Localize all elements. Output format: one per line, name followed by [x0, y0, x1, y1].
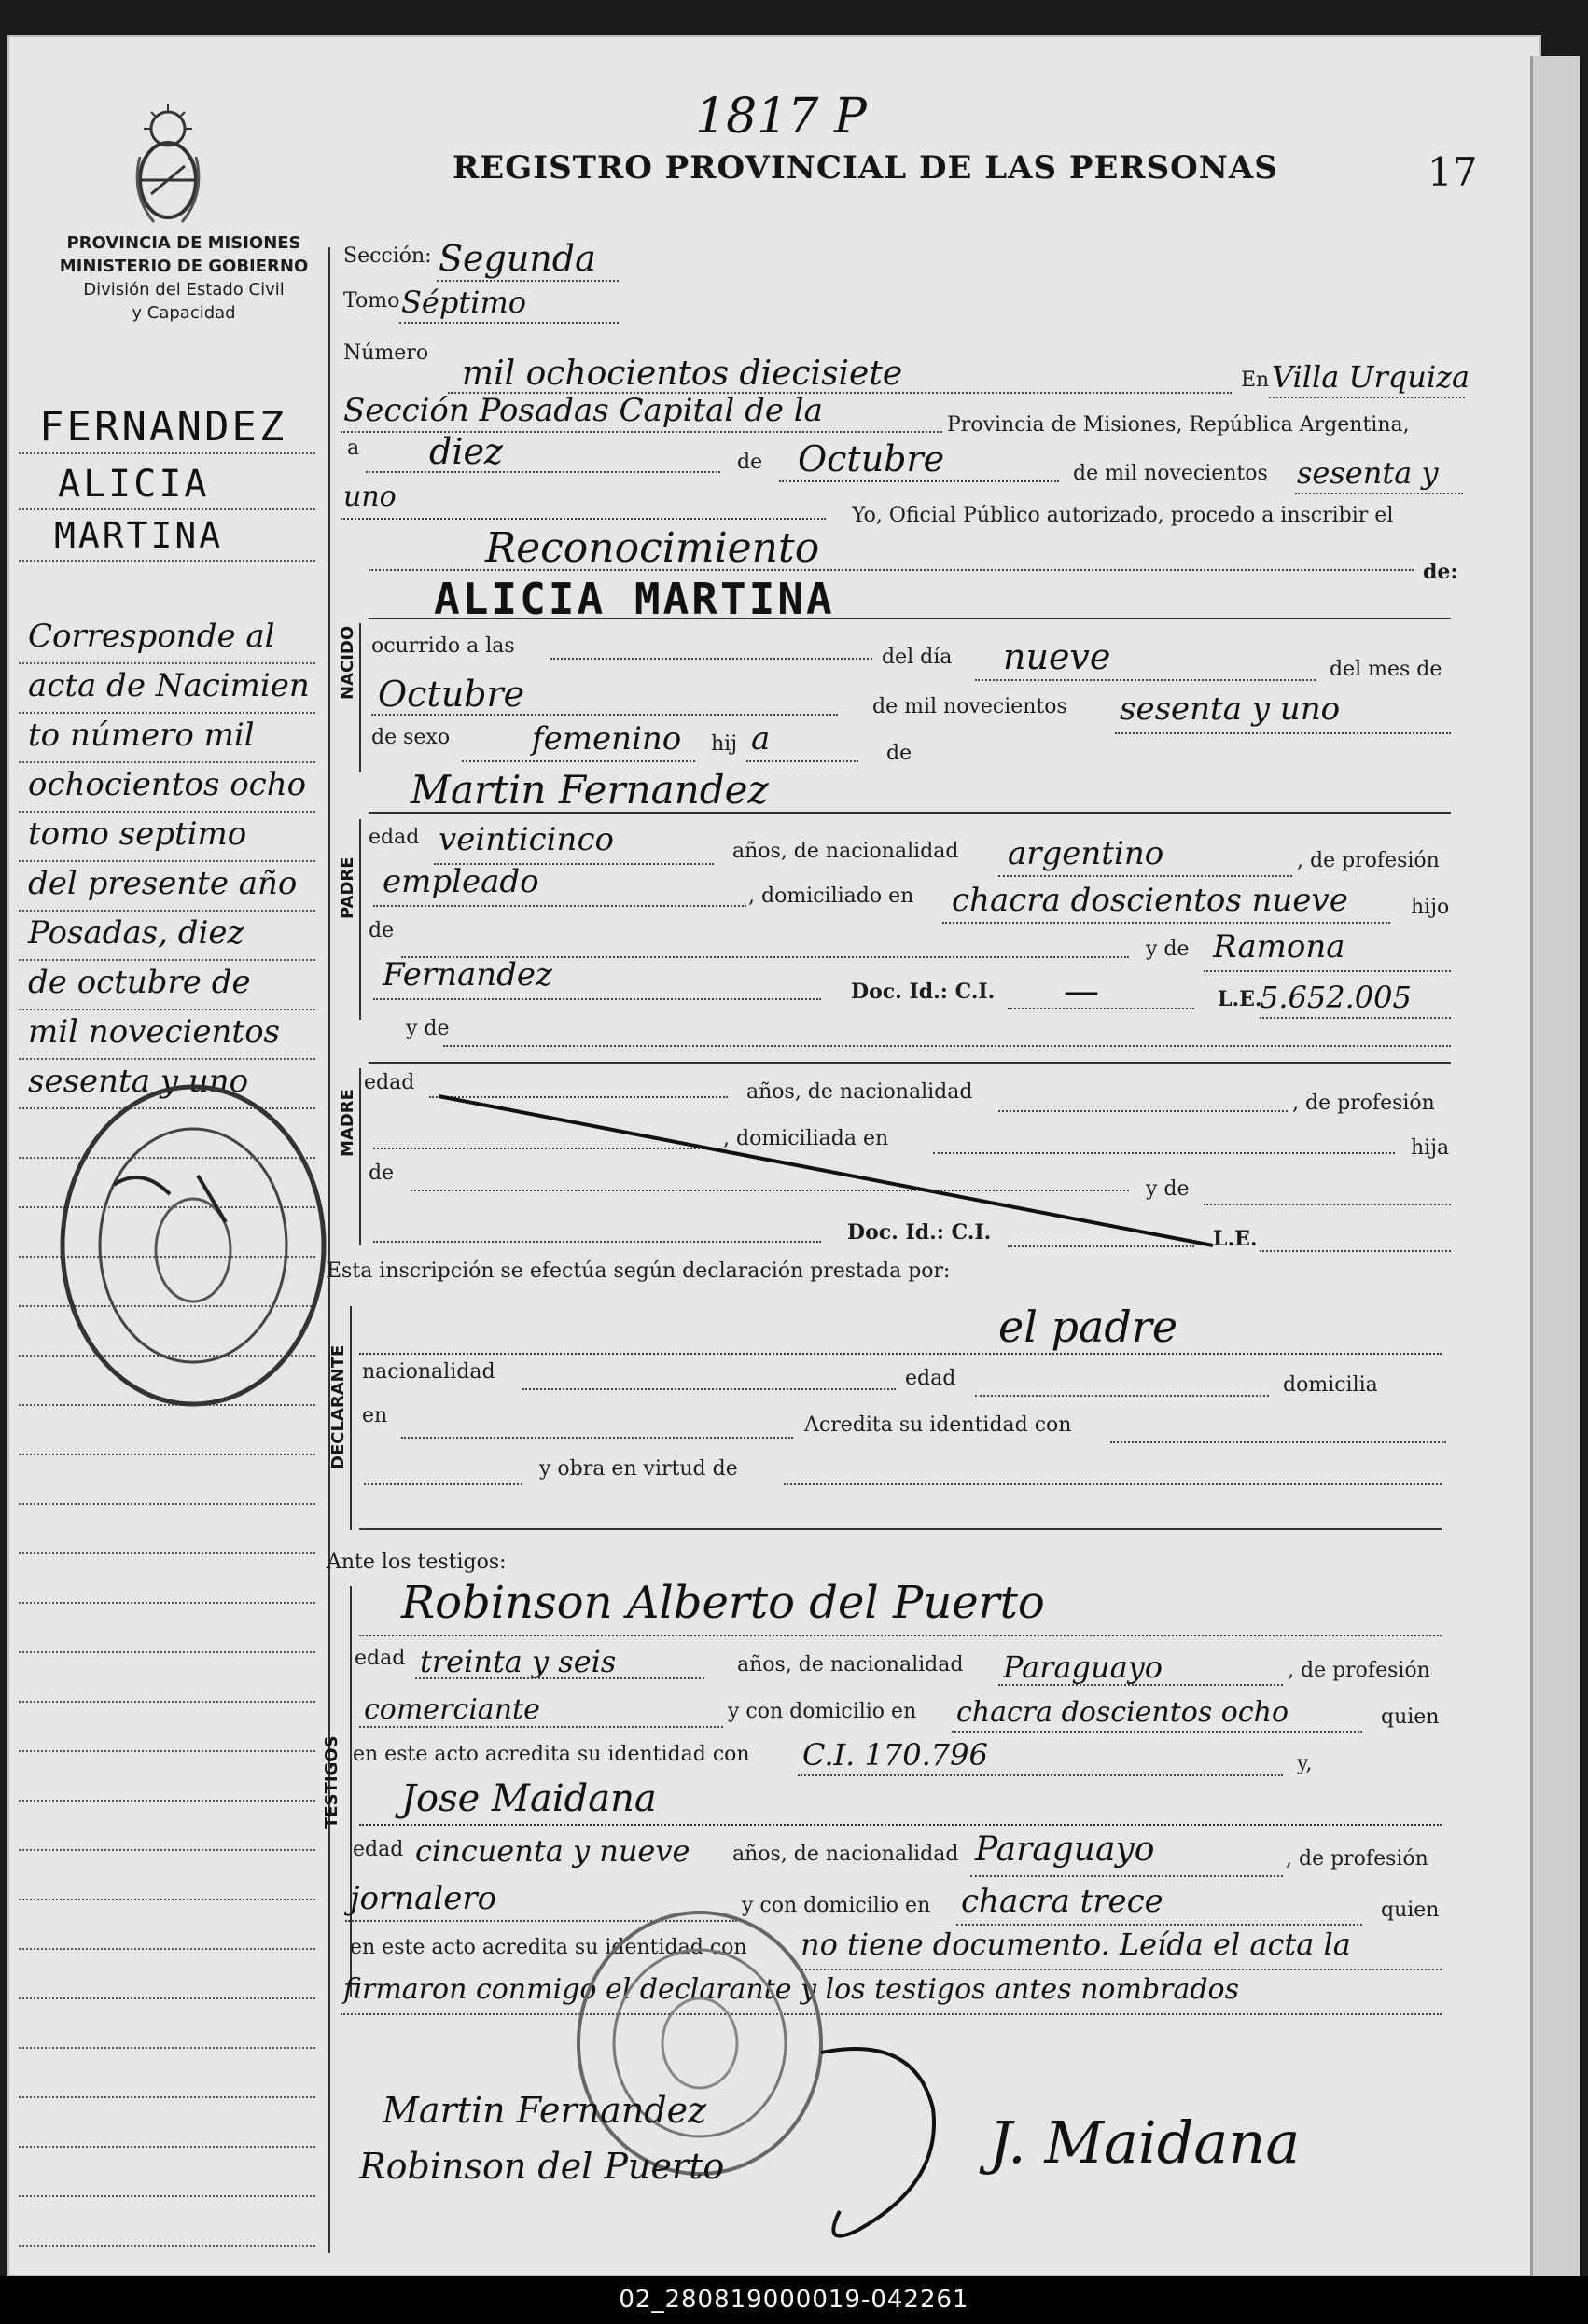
- padre-le-label: L.E.: [1218, 987, 1262, 1011]
- padre-domicilio-value: chacra doscientos nueve: [952, 882, 1348, 919]
- tomo-value: Séptimo: [401, 285, 527, 320]
- madre-anos-label: años, de nacionalidad: [746, 1080, 973, 1104]
- w1-edad-value: treinta y seis: [420, 1644, 617, 1679]
- margin-rule-line: [19, 662, 315, 664]
- margin-rule-line: [19, 712, 315, 714]
- padre-label: PADRE: [338, 856, 357, 919]
- padre-edad-value: veinticinco: [439, 821, 614, 858]
- signature-declarante: Martin Fernandez: [383, 2090, 707, 2131]
- margin-rule-line: [19, 1552, 315, 1554]
- w2-edad-label: edad: [353, 1838, 404, 1861]
- w2-domicilio-label: y con domicilio en: [742, 1894, 931, 1917]
- padre-doc-label: Doc. Id.: C.I.: [851, 980, 996, 1004]
- archive-number: 1817 P: [695, 89, 867, 145]
- numero-label: Número: [343, 341, 429, 365]
- padre-profesion-label: , de profesión: [1297, 849, 1440, 872]
- margin-note-line: de octubre de: [28, 964, 251, 1001]
- witness2-name: Jose Maidana: [401, 1777, 657, 1820]
- page-edge: [1530, 56, 1580, 2276]
- testigos-intro: Ante los testigos:: [327, 1551, 507, 1574]
- father-name: Martin Fernandez: [411, 767, 769, 813]
- en-label: En: [1241, 369, 1270, 392]
- w1-anos-label: años, de nacionalidad: [737, 1653, 964, 1677]
- margin-note: [28, 618, 327, 1112]
- seccion-value: Segunda: [439, 238, 596, 279]
- margin-note-line: mil novecientos: [28, 1013, 281, 1051]
- padre-le-value: 5.652.005: [1260, 980, 1412, 1015]
- year-value: sesenta y: [1297, 455, 1439, 491]
- sexo-label: de sexo: [371, 726, 451, 749]
- margin-rule-line: [19, 2146, 315, 2148]
- year-text: de mil novecientos: [1073, 462, 1268, 485]
- w1-doc-value: C.I. 170.796: [802, 1737, 988, 1773]
- w1-profesion-label: , de profesión: [1288, 1659, 1430, 1682]
- margin-rule-line: [19, 2096, 315, 2098]
- margin-rule-line: [19, 1058, 315, 1060]
- margin-rule-line: [19, 1701, 315, 1703]
- margin-rule-line: [19, 1997, 315, 1999]
- margin-note-line: acta de Nacimien: [28, 667, 310, 704]
- madre-y-de-label: y de: [1146, 1177, 1190, 1201]
- margin-rule-line: [19, 1602, 315, 1604]
- margin-rule-line: [19, 959, 315, 961]
- w1-edad-label: edad: [355, 1647, 406, 1670]
- madre-de-label: de: [369, 1162, 395, 1185]
- witness1-name: Robinson Alberto del Puerto: [401, 1577, 1045, 1629]
- w2-quien-label: quien: [1381, 1899, 1440, 1922]
- testigos-label: TESTIGOS: [322, 1735, 341, 1829]
- issuer-line2: MINISTERIO DE GOBIERNO: [59, 257, 309, 276]
- declarante-nacionalidad-label: nacionalidad: [362, 1360, 495, 1384]
- margin-rule-line: [19, 1948, 315, 1950]
- declarante-value: el padre: [998, 1301, 1178, 1352]
- nacido-de-label: de: [886, 742, 912, 765]
- w1-domicilio-value: chacra doscientos ocho: [956, 1696, 1289, 1729]
- padre-y-de-label: y de: [1146, 938, 1190, 961]
- oficial-text: Yo, Oficial Público autorizado, procedo a inscribir el: [852, 504, 1394, 527]
- declarante-label: DECLARANTE: [328, 1344, 348, 1469]
- madre-profesion-label: , de profesión: [1292, 1092, 1435, 1115]
- w2-acredita-label: en este acto acredita su identidad con: [350, 1936, 747, 1959]
- closing-hand-line2: firmaron conmigo el declarante y los testigos antes nombrados: [343, 1973, 1239, 2006]
- w2-nacionalidad-value: Paraguayo: [975, 1830, 1155, 1869]
- domiciliada-label: , domiciliada en: [723, 1127, 889, 1150]
- margin-note-line: Posadas, diez: [28, 914, 244, 952]
- issuer-line1: PROVINCIA DE MISIONES: [66, 233, 301, 253]
- nacido-year-value: sesenta y uno: [1120, 690, 1341, 728]
- padre-anos-label: años, de nacionalidad: [732, 840, 959, 863]
- del-dia-label: del día: [882, 646, 953, 669]
- w2-anos-label: años, de nacionalidad: [732, 1843, 959, 1866]
- margin-rule-line: [19, 811, 315, 813]
- margin-surname: FERNANDEZ: [39, 403, 287, 451]
- hijo-label: hijo: [1411, 896, 1450, 919]
- madre-edad-label: edad: [364, 1071, 415, 1094]
- w2-profesion-label: , de profesión: [1286, 1847, 1428, 1871]
- act-type: Reconocimiento: [485, 524, 820, 572]
- margin-rule-line: [19, 2245, 315, 2247]
- a-label: a: [347, 437, 360, 460]
- declarante-en-label: en: [362, 1404, 388, 1427]
- issuer-line4: y Capacidad: [132, 303, 236, 323]
- sexo-value: femenino: [532, 720, 682, 758]
- margin-rule-line: [19, 2047, 315, 2049]
- margin-rule-line: [19, 1009, 315, 1010]
- margin-note-line: tomo septimo: [28, 815, 247, 853]
- padre-profesion-value: empleado: [383, 863, 539, 900]
- madre-doc-label: Doc. Id.: C.I.: [847, 1220, 992, 1245]
- w2-domicilio-value: chacra trece: [961, 1883, 1163, 1920]
- w1-acredita-label: en este acto acredita su identidad con: [353, 1743, 750, 1766]
- margin-rule-line: [19, 1503, 315, 1505]
- w1-quien-label: quien: [1381, 1705, 1440, 1729]
- month-value: Octubre: [798, 438, 945, 480]
- w1-domicilio-label: y con domicilio en: [728, 1700, 917, 1723]
- de-colon: de:: [1423, 560, 1458, 584]
- tomo-label: Tomo: [343, 289, 400, 313]
- de-label: de: [737, 451, 763, 474]
- w2-edad-value: cincuenta y nueve: [415, 1833, 690, 1869]
- del-mes-label: del mes de: [1330, 658, 1442, 681]
- seccion-label: Sección:: [343, 244, 432, 268]
- margin-rule-line: [19, 910, 315, 912]
- hija-label: hija: [1411, 1136, 1450, 1160]
- padre-y-de2-label: y de: [406, 1017, 450, 1040]
- padre-nacionalidad-value: argentino: [1008, 835, 1164, 872]
- place-value2: Sección Posadas Capital de la: [343, 392, 823, 429]
- margin-rule-line: [19, 1651, 315, 1653]
- padre-edad-label: edad: [369, 826, 420, 849]
- page-number: 17: [1428, 149, 1478, 195]
- official-signature-scrawl: [802, 2034, 970, 2248]
- obra-label: y obra en virtud de: [539, 1457, 738, 1481]
- seal-legend: [60, 1080, 330, 1409]
- margin-given-name2: MARTINA: [54, 515, 224, 556]
- margin-rule-line: [19, 1800, 315, 1802]
- hij-label: hij: [711, 732, 738, 756]
- w1-profesion-value: comerciante: [364, 1693, 540, 1726]
- declarante-edad-label: edad: [905, 1367, 956, 1390]
- w1-nacionalidad-value: Paraguayo: [1003, 1649, 1163, 1685]
- margin-rule-line: [19, 761, 315, 763]
- margin-note-line: Corresponde al: [28, 618, 275, 655]
- year-value2: uno: [343, 480, 397, 513]
- child-name: ALICIA MARTINA: [434, 574, 835, 624]
- declarante-intro: Esta inscripción se efectúa según declaración prestada por:: [327, 1259, 951, 1283]
- domiciliado-label: , domiciliado en: [748, 884, 914, 908]
- closing-hand-line1: no tiene documento. Leída el acta la: [801, 1927, 1351, 1962]
- numero-value: mil ochocientos diecisiete: [462, 355, 903, 393]
- margin-note-line: ochocientos ocho: [28, 766, 307, 803]
- nacido-month-value: Octubre: [378, 674, 525, 715]
- signature-witness1: Robinson del Puerto: [359, 2146, 725, 2187]
- madre-cancel-stroke: [429, 1087, 1222, 1255]
- day-value: diez: [429, 431, 503, 472]
- document-title: REGISTRO PROVINCIAL DE LAS PERSONAS: [453, 149, 1278, 187]
- lower-seal-icon: [569, 1903, 830, 2183]
- nacido-label: NACIDO: [338, 625, 357, 700]
- margin-note-line: sesenta y uno: [28, 1063, 249, 1100]
- signature-witness2: J. Maidana: [989, 2108, 1301, 2177]
- padre-de-label: de: [369, 919, 395, 942]
- acredita-label: Acredita su identidad con: [804, 1413, 1072, 1437]
- provincia-text: Provincia de Misiones, República Argentina,: [947, 413, 1410, 437]
- margin-note-line: del presente año: [28, 865, 298, 902]
- w2-profesion-value: jornalero: [350, 1880, 497, 1917]
- margin-rule-line: [19, 860, 315, 862]
- image-id-footer: 02_280819000019-042261: [0, 2276, 1588, 2324]
- padre-doc-value: —: [1064, 970, 1099, 1011]
- margin-rule-line: [19, 1454, 315, 1455]
- margin-rule-line: [19, 2195, 315, 2197]
- madre-label: MADRE: [338, 1089, 357, 1157]
- margin-note-line: to número mil: [28, 717, 255, 754]
- mother-of-father2: Fernandez: [383, 956, 552, 994]
- issuer-block: [49, 231, 319, 325]
- margin-rule-line: [19, 1899, 315, 1900]
- margin-given-name1: ALICIA: [58, 463, 210, 506]
- madre-le-label: L.E.: [1213, 1227, 1258, 1251]
- margin-rule-line: [19, 1750, 315, 1752]
- ocurrido-label: ocurrido a las: [371, 634, 515, 658]
- de-mil-label: de mil novecientos: [872, 695, 1067, 718]
- coat-of-arms-icon: [131, 101, 205, 231]
- hij-value: a: [751, 720, 771, 758]
- place-value: Villa Urquiza: [1272, 359, 1470, 395]
- w1-y-label: y,: [1297, 1752, 1313, 1775]
- domicilia-label: domicilia: [1283, 1373, 1378, 1397]
- nacido-day-value: nueve: [1003, 636, 1111, 677]
- issuer-line3: División del Estado Civil: [83, 280, 285, 299]
- margin-rule-line: [19, 1849, 315, 1851]
- mother-of-father: Ramona: [1213, 928, 1345, 966]
